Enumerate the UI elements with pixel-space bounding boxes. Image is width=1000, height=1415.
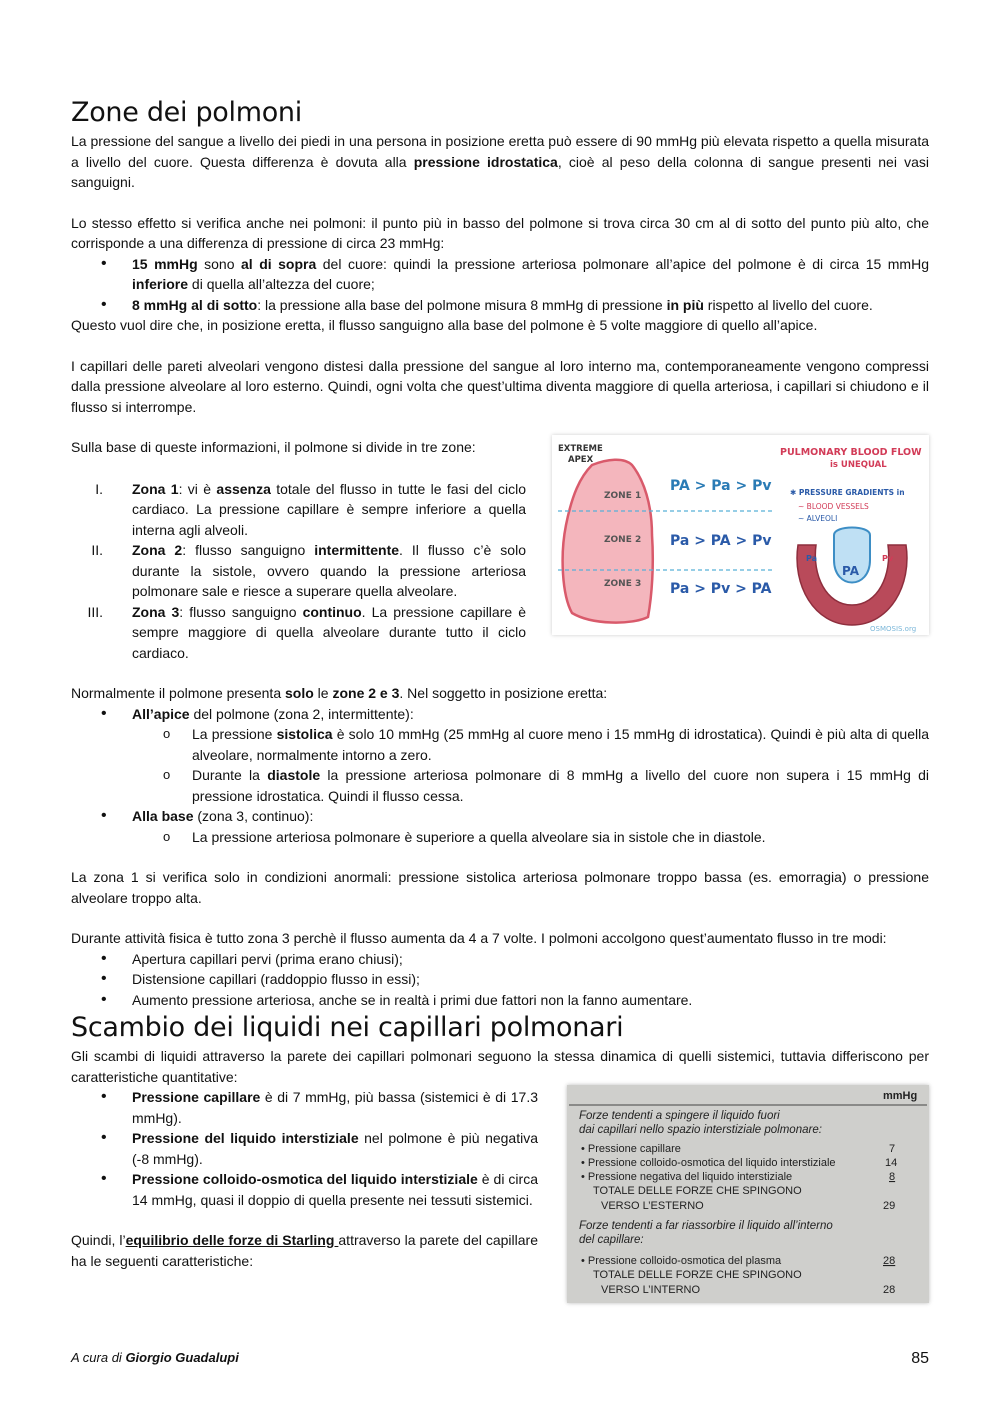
section-title: Zone dei polmoni [71, 97, 302, 128]
bullet-list [71, 704, 929, 848]
lung-zones-figure [552, 435, 929, 635]
list-item: o La pressione arteriosa polmonare è superiore a quella alveolare sia in sistole che in diastole. [71, 827, 929, 848]
paragraph: Normalmente il polmone presenta solo le zone 2 e 3. Nel soggetto in posizione eretta: [71, 685, 608, 701]
starling-row [71, 1087, 929, 1303]
svg-text:del capillare:: del capillare: [579, 1234, 644, 1246]
bullet-list [71, 254, 929, 316]
zones-text [71, 437, 526, 663]
svg-text:• Pressione capillare: • Pressione capillare [581, 1143, 681, 1155]
svg-text:PA > Pa > Pv: PA > Pa > Pv [670, 478, 772, 494]
svg-text:Pa > PA > Pv: Pa > PA > Pv [670, 533, 772, 549]
svg-text:ZONE 2: ZONE 2 [604, 535, 642, 545]
paragraph: I capillari delle pareti alveolari vengono distesi dalla pressione del sangue al loro interno ma, contemporaneamente vengono compressi dalla pressione alveolare al loro esterno. Quindi, ogni volta che quest’ultima diventa maggiore di quella arteriosa, i capillari si chiudono e il flusso si interrompe. [71, 357, 929, 415]
list-item: • Apertura capillari pervi (prima erano chiusi); [71, 949, 929, 970]
svg-text:TOTALE DELLE FORZE CHE SPINGON: TOTALE DELLE FORZE CHE SPINGONO [593, 1185, 802, 1197]
svg-text:8: 8 [889, 1171, 896, 1183]
list-item: • 15 mmHg sono al di sopra del cuore: quindi la pressione arteriosa polmonare all’apice del polmone è di circa 15 mmHg inferiore di quella all’altezza del cuore; [71, 254, 929, 295]
svg-text:• Pressione negativa del liqui: • Pressione negativa del liquido interstiziale [581, 1171, 793, 1183]
svg-text:29: 29 [883, 1200, 896, 1212]
list-item: o La pressione sistolica è solo 10 mmHg (25 mmHg al cuore meno i 15 mmHg di idrostatica). Quindi è più alta di quella alveolare, normalmente intorno a zero. [71, 724, 929, 765]
list-item: • Pressione del liquido interstiziale nel polmone è più negativa (-8 mmHg). [71, 1128, 538, 1169]
paragraph: La pressione del sangue a livello dei piedi in una persona in posizione eretta può essere di 90 mmHg più elevata rispetto a quella misurata a livello del cuore. Questa differenza è dovuta alla pressione idrostatica, cioè al peso della colonna di sangue presenti nei vasi sanguigni. [71, 133, 929, 190]
svg-text:7: 7 [889, 1143, 896, 1155]
svg-text:TOTALE DELLE FORZE CHE SPINGON: TOTALE DELLE FORZE CHE SPINGONO [593, 1269, 802, 1281]
paragraph: Lo stesso effetto si verifica anche nei polmoni: il punto più in basso del polmone si trova circa 30 cm al di sotto del punto più alto, che corrisponde a una differenza di pressione di circa 23 mmHg: [71, 214, 929, 251]
svg-text:ZONE 3: ZONE 3 [604, 579, 642, 589]
svg-text:Forze tendenti a far riassorbi: Forze tendenti a far riassorbire il liquido all’interno [579, 1220, 833, 1232]
page-content [71, 95, 929, 1303]
svg-text:✱ PRESSURE GRADIENTS in: ✱ PRESSURE GRADIENTS in [790, 488, 905, 497]
list-item: • Pressione capillare è di 7 mmHg, più bassa (sistemici è di 17.3 mmHg). [71, 1087, 538, 1128]
list-item: III. Zona 3: flusso sanguigno continuo. La pressione capillare è sempre maggiore di quella alveolare durante tutto il ciclo cardiaco. [87, 603, 526, 661]
zones-list [71, 479, 526, 664]
list-item: • Aumento pressione arteriosa, anche se in realtà i primi due fattori non la fanno aumentare. [71, 990, 929, 1011]
svg-text:VERSO L’ESTERNO: VERSO L’ESTERNO [601, 1200, 704, 1212]
svg-text:EXTREME: EXTREME [558, 444, 603, 454]
svg-text:Pa > Pv > PA: Pa > Pv > PA [670, 581, 772, 597]
sub-list [71, 724, 929, 806]
svg-text:14: 14 [885, 1157, 898, 1169]
list-item: • All’apice del polmone (zona 2, intermittente): o La pressione sistolica è solo 10 mmHg (25 mmHg al cuore meno i 15 mmHg di idrostatica). Quindi è più alta di quella alveolare, normalmente intorno a zero. o Durante la diastole la pressione arteriosa polmonare di 8 mmHg a livello del cuore non supera i 15 mmHg di pressione idrostatica. Quindi il flusso cessa. [71, 704, 929, 807]
svg-text:~ ALVEOLI: ~ ALVEOLI [798, 514, 838, 523]
list-item: I. Zona 1: vi è assenza totale del flusso in tutte le fasi del ciclo cardiaco. La pressione capillare è sempre inferiore a quella interna agli alveoli. [95, 480, 526, 538]
svg-text:28: 28 [883, 1255, 896, 1267]
paragraph: Durante attività fisica è tutto zona 3 perchè il flusso aumenta da 4 a 7 volte. I polmoni accolgono quest’aumentato flusso in tre modi: [71, 930, 887, 946]
svg-text:Pv: Pv [882, 554, 894, 563]
paragraph: La zona 1 si verifica solo in condizioni anormali: pressione sistolica arteriosa polmonare troppo bassa (es. emorragia) o pressione alveolare troppo alta. [71, 869, 929, 906]
zones-row [71, 437, 929, 663]
bullet-list [71, 949, 929, 1011]
list-item: • 8 mmHg al di sotto: la pressione alla base del polmone misura 8 mmHg di pressione in più rispetto al livello del cuore. [71, 295, 929, 316]
svg-text:~ BLOOD VESSELS: ~ BLOOD VESSELS [798, 502, 869, 511]
svg-text:OSMOSIS.org: OSMOSIS.org [870, 625, 917, 633]
paragraph: Questo vuol dire che, in posizione eretta, il flusso sanguigno alla base del polmone è 5 volte maggiore di quello all’apice. [71, 317, 818, 333]
svg-text:mmHg: mmHg [883, 1090, 918, 1102]
svg-text:PA: PA [842, 564, 859, 578]
footer-credit: A cura di Giorgio Guadalupi [71, 1350, 239, 1365]
list-item: • Alla base (zona 3, continuo): o La pressione arteriosa polmonare è superiore a quella alveolare sia in sistole che in diastole. [71, 806, 929, 847]
svg-text:• Pressione colloido-osmotica: • Pressione colloido-osmotica del liquido interstiziale [581, 1157, 836, 1169]
svg-text:• Pressione colloido-osmotica: • Pressione colloido-osmotica del plasma [581, 1255, 782, 1267]
paragraph: Sulla base di queste informazioni, il polmone si divide in tre zone: [71, 439, 476, 455]
sub-list [71, 827, 929, 848]
page-footer [71, 1350, 929, 1368]
svg-text:PULMONARY BLOOD FLOW: PULMONARY BLOOD FLOW [780, 447, 922, 458]
svg-text:Forze tendenti a spingere il l: Forze tendenti a spingere il liquido fuori [579, 1110, 780, 1122]
svg-text:dai capillari nello spazio int: dai capillari nello spazio interstiziale polmonare: [579, 1124, 822, 1136]
list-item: II. Zona 2: flusso sanguigno intermittente. Il flusso c’è solo durante la sistole, ovvero quando la pressione arteriosa polmonare sale e riesce a superare quella alveolare. [91, 542, 526, 599]
starling-text [71, 1087, 538, 1303]
svg-text:is UNEQUAL: is UNEQUAL [830, 460, 887, 470]
paragraph: Quindi, l’equilibrio delle forze di Starling attraverso la parete del capillare ha le seguenti caratteristiche: [71, 1232, 538, 1269]
svg-text:Pa: Pa [806, 554, 818, 563]
bullet-list [71, 1087, 538, 1210]
section-title: Scambio dei liquidi nei capillari polmonari [71, 1012, 624, 1043]
list-item: o Durante la diastole la pressione arteriosa polmonare di 8 mmHg a livello del cuore non supera i 15 mmHg di pressione idrostatica. Quindi il flusso cessa. [71, 765, 929, 806]
paragraph: Gli scambi di liquidi attraverso la parete dei capillari polmonari seguono la stessa dinamica di quelli sistemici, tuttavia differiscono per caratteristiche quantitative: [71, 1048, 929, 1085]
svg-text:APEX: APEX [568, 455, 594, 465]
svg-text:ZONE 1: ZONE 1 [604, 491, 642, 501]
svg-text:VERSO L’INTERNO: VERSO L’INTERNO [601, 1284, 701, 1296]
list-item: • Pressione colloido-osmotica del liquido interstiziale è di circa 14 mmHg, quasi il doppio di quella presente nei tessuti sistemici. [71, 1169, 538, 1210]
list-item: • Distensione capillari (raddoppio flusso in essi); [71, 969, 929, 990]
svg-text:28: 28 [883, 1284, 896, 1296]
page-number: 85 [911, 1350, 929, 1367]
starling-table-image [567, 1085, 929, 1303]
